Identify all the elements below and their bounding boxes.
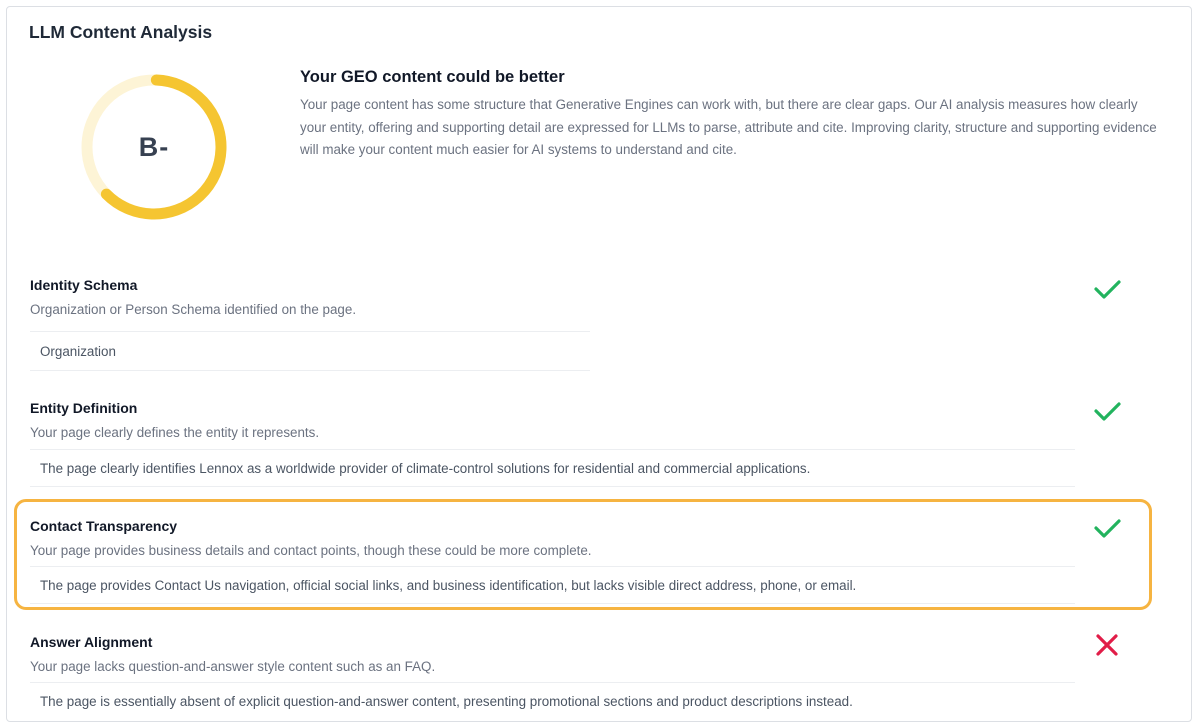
check-detail: The page is essentially absent of explicit question-and-answer content, presenting promotional sections and product descriptions instead. <box>30 682 1075 720</box>
score-grade: B- <box>138 131 170 162</box>
check-identity-schema <box>30 276 356 319</box>
check-title: Answer Alignment <box>30 634 153 650</box>
summary-text: Your page content has some structure that Generative Engines can work with, but there are clear gaps. Our AI analysis measures how clearly your entity, offering and supporting detail are expressed for LLMs to parse, attribute and cite. Improving clarity, structure and supporting evidence will make your content much easier for AI systems to understand and cite. <box>300 97 1157 157</box>
check-icon <box>1092 513 1122 543</box>
check-title: Entity Definition <box>30 400 138 416</box>
check-detail: Organization <box>30 331 590 371</box>
check-icon <box>1092 396 1122 426</box>
check-description: Organization or Person Schema identified on the page. <box>30 302 357 317</box>
check-icon <box>1092 274 1122 304</box>
check-detail: The page clearly identifies Lennox as a worldwide provider of climate-control solutions for residential and commercial applications. <box>30 449 1075 487</box>
summary-heading: Your GEO content could be better <box>300 68 565 86</box>
check-entity-definition <box>30 399 319 442</box>
check-description: Your page lacks question-and-answer style content such as an FAQ. <box>30 659 436 674</box>
score-gauge <box>79 72 229 222</box>
check-answer-alignment <box>30 633 435 676</box>
check-description: Your page provides business details and contact points, though these could be more complete. <box>30 543 592 558</box>
check-contact-transparency <box>30 517 592 560</box>
card-title: LLM Content Analysis <box>29 22 213 42</box>
check-title: Identity Schema <box>30 277 138 293</box>
x-icon <box>1092 630 1122 660</box>
check-detail: The page provides Contact Us navigation, official social links, and business identification, but lacks visible direct address, phone, or email. <box>30 566 1075 604</box>
check-title: Contact Transparency <box>30 518 178 534</box>
check-description: Your page clearly defines the entity it represents. <box>30 425 320 440</box>
